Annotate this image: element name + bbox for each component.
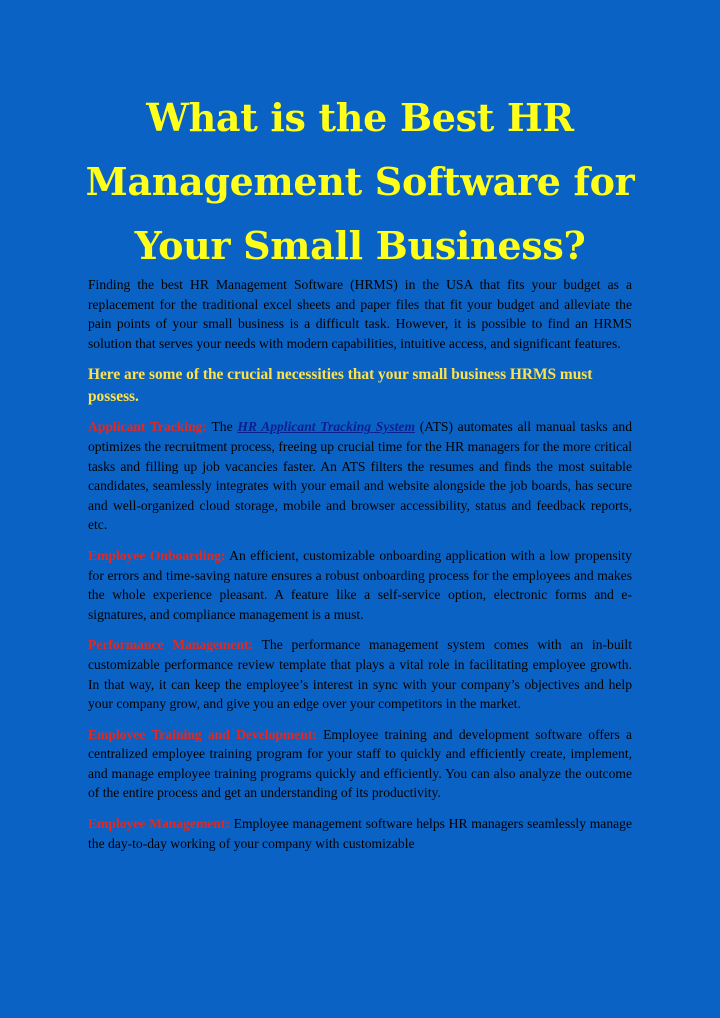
applicant-tracking-paragraph xyxy=(88,417,632,535)
intro-paragraph: Finding the best HR Management Software (HRMS) in the USA that fits your budget as a replacement for the traditional excel sheets and paper files that fit your budget and alleviate the pain points of your small business is a difficult task. However, it is possible to find an HRMS solution that serves your needs with modern capabilities, intuitive access, and significant features. xyxy=(88,277,632,351)
performance-management-text: The performance management system comes with an in-built customizable performance review template that plays a vital role in facilitating employee growth. In that way, it can keep the employee’s interest in sync with your company’s objectives and help your company grow, and give you an edge over your competitors in the market. xyxy=(88,637,632,712)
page-title: What is the Best HR Management Software for Your Small Business? xyxy=(85,95,635,268)
term-employee-onboarding: Employee Onboarding: xyxy=(88,547,226,563)
term-training-development: Employee Training and Development: xyxy=(88,726,317,742)
applicant-tracking-pre-link: The xyxy=(207,419,238,435)
document-body xyxy=(88,275,632,864)
term-applicant-tracking: Applicant Tracking: xyxy=(88,419,208,435)
ats-link[interactable]: HR Applicant Tracking System xyxy=(237,419,416,435)
employee-management-text: Employee management software helps HR managers seamlessly manage the day-to-day working of your company with customizable xyxy=(88,816,632,851)
training-development-paragraph xyxy=(88,725,632,803)
employee-onboarding-text: An efficient, customizable onboarding application with a low propensity for errors and time-saving nature ensures a robust onboarding process for the employees and makes the whole experience pleasant. A feature like a self-service option, electronic forms and e-signatures, and compliance management is a must. xyxy=(88,547,632,622)
training-development-text: Employee training and development software offers a centralized employee training program for your staff to quickly and efficiently create, implement, and manage employee training programs quickly and efficiently. You can also analyze the outcome of the entire process and get an understanding of its productivity. xyxy=(88,726,632,801)
performance-management-paragraph xyxy=(88,635,632,713)
term-employee-management: Employee Management: xyxy=(88,816,230,832)
applicant-tracking-text: (ATS) automates all manual tasks and optimizes the recruitment process, freeing up crucial time for the HR managers for the more critical tasks and filling up job vacancies faster. An ATS filters the resumes and finds the most suitable candidates, seamlessly integrates with your email and website alongside the job boards, has secure and well-organized cloud storage, mobile and browser accessibility, status and feedback reports, etc. xyxy=(88,419,632,533)
employee-management-paragraph xyxy=(88,814,632,853)
section-subheading: Here are some of the crucial necessities that your small business HRMS must possess. xyxy=(88,366,593,406)
employee-onboarding-paragraph xyxy=(88,546,632,624)
term-performance-management: Performance Management: xyxy=(88,637,254,653)
